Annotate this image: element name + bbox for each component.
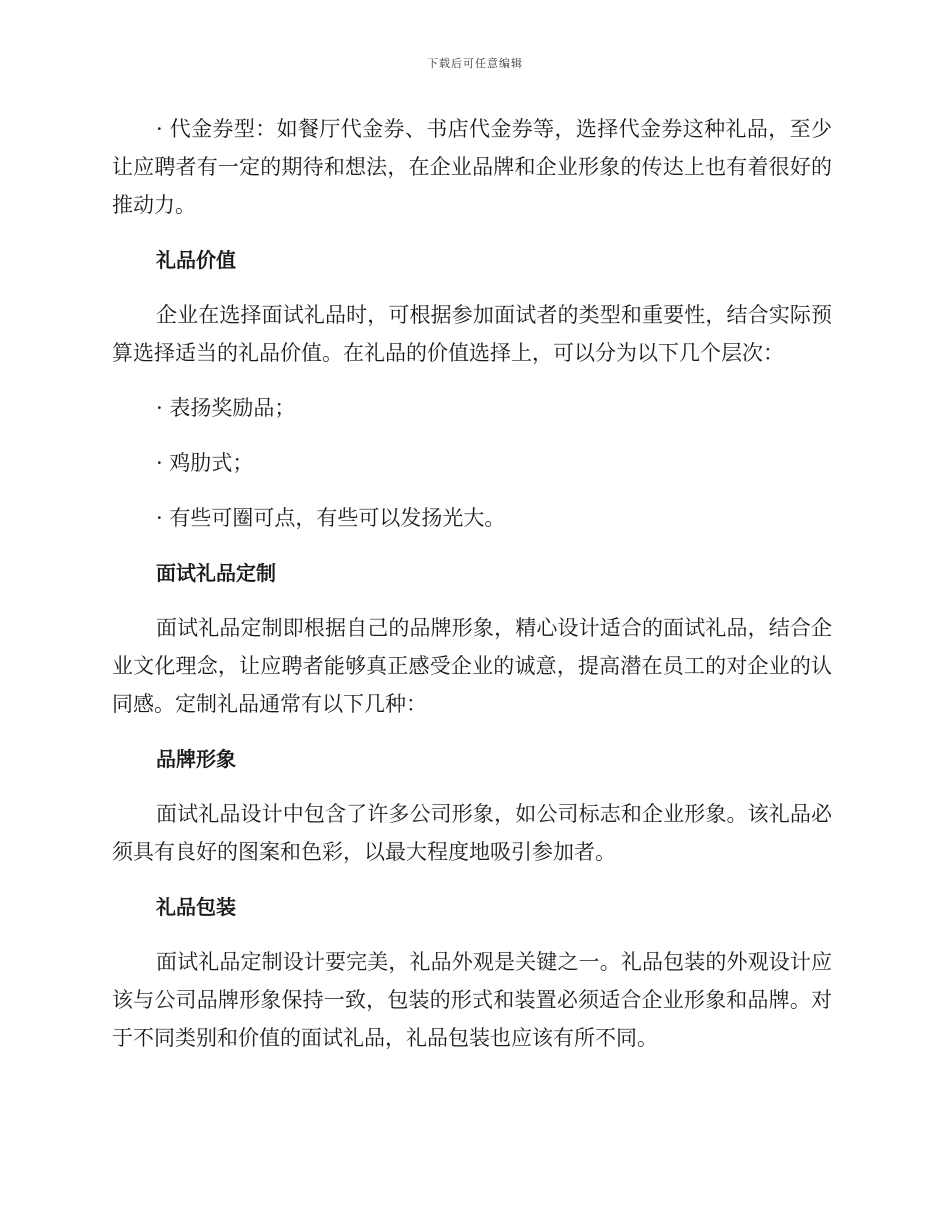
heading-gift-packaging: 礼品包装 (156, 895, 236, 919)
paragraph-gift-value: 企业在选择面试礼品时，可根据参加面试者的类型和重要性，结合实际预算选择适当的礼品价值。在礼品的价值选择上，可以分为以下几个层次： (112, 303, 832, 365)
paragraph-brand-image: 面试礼品设计中包含了许多公司形象，如公司标志和企业形象。该礼品必须具有良好的图案和色彩，以最大程度地吸引参加者。 (112, 802, 832, 864)
list-item-chicken-rib: · 鸡肋式； (156, 451, 254, 475)
list-item-notable: · 有些可圈可点，有些可以发扬光大。 (156, 506, 506, 530)
paragraph-gift-packaging: 面试礼品定制设计要完美，礼品外观是关键之一。礼品包装的外观设计应该与公司品牌形象保持一致，包装的形式和装置必须适合企业形象和品牌。对于不同类别和价值的面试礼品，礼品包装也应该有所不同。 (112, 950, 832, 1050)
heading-gift-customization: 面试礼品定制 (156, 561, 276, 585)
paragraph-voucher-type: · 代金券型：如餐厅代金券、书店代金券等，选择代金券这种礼品，至少让应聘者有一定的期待和想法，在企业品牌和企业形象的传达上也有着很好的推动力。 (112, 117, 832, 217)
paragraph-gift-customization: 面试礼品定制即根据自己的品牌形象，精心设计适合的面试礼品，结合企业文化理念，让应聘者能够真正感受企业的诚意，提高潜在员工的对企业的认同感。定制礼品通常有以下几种： (112, 616, 832, 716)
heading-gift-value: 礼品价值 (156, 248, 236, 272)
list-item-reward: · 表扬奖励品； (156, 396, 296, 420)
page-header: 下载后可任意编辑 (427, 57, 523, 70)
document-body (112, 110, 832, 1074)
heading-brand-image: 品牌形象 (156, 747, 236, 771)
